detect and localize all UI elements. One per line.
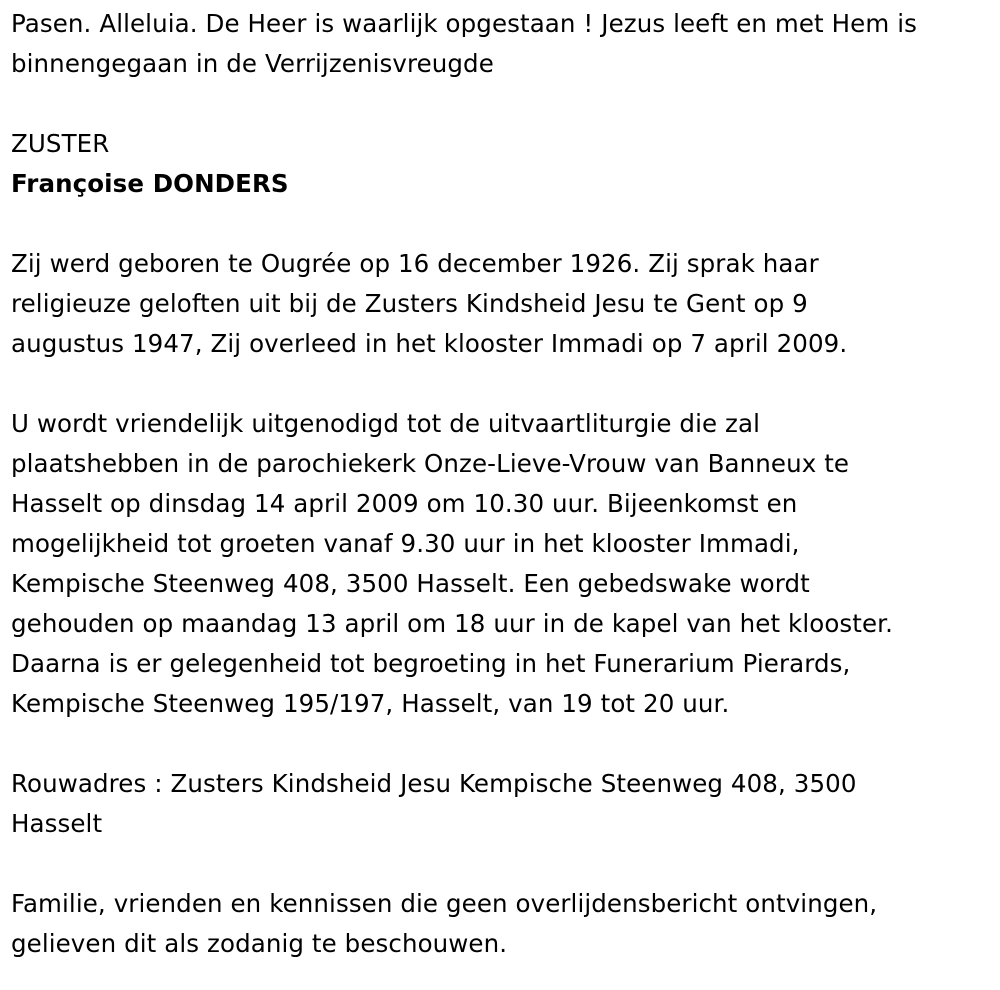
- address-line: Rouwadres : Zusters Kindsheid Jesu Kempische Steenweg 408, 3500: [11, 769, 857, 798]
- biography-paragraph: [11, 244, 986, 364]
- intro-line: Pasen. Alleluia. De Heer is waarlijk opgestaan ! Jezus leeft en met Hem is: [11, 9, 917, 38]
- funeral-paragraph: [11, 404, 986, 724]
- closing-line: Familie, vrienden en kennissen die geen overlijdensbericht ontvingen,: [11, 889, 878, 918]
- biography-line: augustus 1947, Zij overleed in het klooster Immadi op 7 april 2009.: [11, 329, 848, 358]
- funeral-line: Daarna is er gelegenheid tot begroeting in het Funerarium Pierards,: [11, 649, 851, 678]
- funeral-line: Kempische Steenweg 195/197, Hasselt, van 19 tot 20 uur.: [11, 689, 730, 718]
- funeral-line: U wordt vriendelijk uitgenodigd tot de uitvaartliturgie die zal: [11, 409, 761, 438]
- deceased-name: Françoise DONDERS: [11, 169, 289, 198]
- closing-line: gelieven dit als zodanig te beschouwen.: [11, 929, 508, 958]
- title-label: ZUSTER: [11, 129, 110, 158]
- funeral-line: Kempische Steenweg 408, 3500 Hasselt. Een gebedswake wordt: [11, 569, 810, 598]
- address-paragraph: [11, 764, 986, 844]
- funeral-line: Hasselt op dinsdag 14 april 2009 om 10.30 uur. Bijeenkomst en: [11, 489, 798, 518]
- funeral-line: plaatshebben in de parochiekerk Onze-Lieve-Vrouw van Banneux te: [11, 449, 850, 478]
- biography-line: religieuze geloften uit bij de Zusters Kindsheid Jesu te Gent op 9: [11, 289, 808, 318]
- address-line: Hasselt: [11, 809, 103, 838]
- funeral-line: gehouden op maandag 13 april om 18 uur in de kapel van het klooster.: [11, 609, 893, 638]
- intro-line: binnengegaan in de Verrijzenisvreugde: [11, 49, 494, 78]
- funeral-line: mogelijkheid tot groeten vanaf 9.30 uur in het klooster Immadi,: [11, 529, 800, 558]
- biography-line: Zij werd geboren te Ougrée op 16 december 1926. Zij sprak haar: [11, 249, 819, 278]
- obituary-notice: [11, 4, 986, 964]
- closing-paragraph: [11, 884, 986, 964]
- intro-paragraph: [11, 4, 986, 84]
